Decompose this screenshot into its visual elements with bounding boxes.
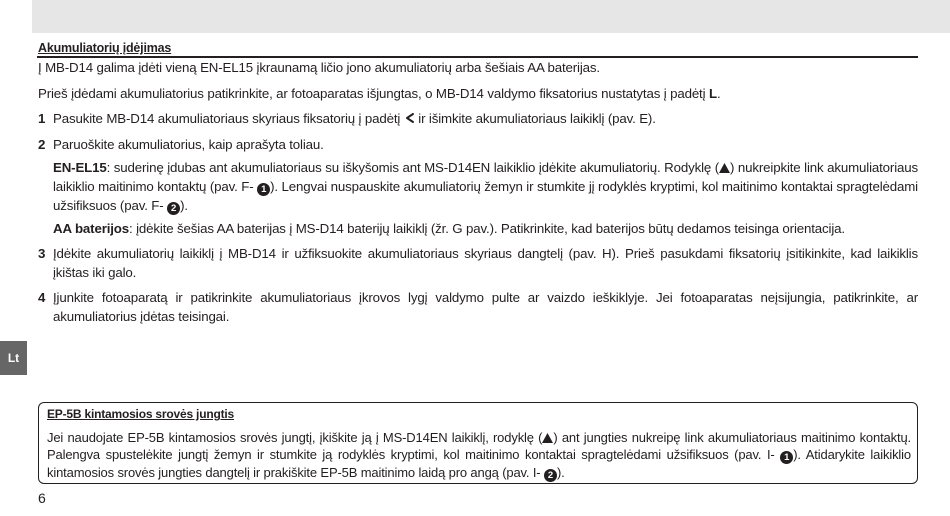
intro-paragraph-1: Į MB-D14 galima įdėti vieną EN-EL15 įkraunamą ličio jono akumuliatorių arba šešiais AA baterijas.	[38, 60, 600, 75]
note-box	[38, 402, 918, 484]
header-bar	[32, 0, 950, 33]
note-title: EP-5B kintamosios srovės jungtis	[47, 407, 234, 421]
step-number: 2	[38, 137, 46, 152]
marker-1: 1	[257, 183, 270, 196]
aa-instructions: AA baterijos: įdėkite šešias AA baterijas į MS-D14 baterijų laikiklį (žr. G pav.). Patikrinkite, kad baterijos būtų dedamos teisinga orientacija.	[53, 221, 845, 236]
step-number: 1	[38, 111, 46, 126]
arrow-up-icon	[542, 429, 553, 446]
step-number: 4	[38, 290, 46, 305]
en-el15-instructions: EN-EL15: suderinę įdubas ant akumuliatoriaus su iškyšomis ant MS-D14EN laikiklio įdėkite akumuliatorių. Rodyklę ( ) nukreipkite link akumuliatoriaus laikiklio maitinimo kontaktų (pav. F- 1 ). Lengvai nuspauskite akumuliatorių žemyn ir stumkite jį rodyklės kryptimi, kol maitinimo kontaktai spragtelėdami užsifiksuos (pav. F- 2 ).	[53, 160, 918, 214]
note-body: Jei naudojate EP-5B kintamosios srovės jungtį, įkiškite ją į MS-D14EN laikiklį, rodyklę ( ) ant jungties nukreipę link akumuliatoriaus maitinimo kontaktų. Palengva spustelėkite jungtį žemyn ir stumkite ją rodyklės kryptimi, kol maitinimo kontaktai spragtelėdami užsifiksuos (pav. I- 1 ). Atidarykite laikiklio kintamosios srovės jungties dangtelį ir prakiškite EP-5B maitinimo laidą pro angą (pav. I- 2 ).	[47, 430, 911, 481]
step-2: 2 Paruoškite akumuliatorius, kaip aprašyta toliau.	[38, 137, 324, 152]
section-title: Akumuliatorių įdėjimas	[38, 41, 172, 55]
step-1: 1 Pasukite MB-D14 akumuliatoriaus skyriaus fiksatorių į padėtį ir išimkite akumuliatoriaus laikiklį (pav. E).	[38, 111, 656, 126]
page-number: 6	[38, 490, 46, 506]
arrow-up-icon	[719, 158, 730, 177]
rotate-icon	[404, 109, 415, 128]
marker-2: 2	[167, 202, 180, 215]
intro-paragraph-2: Prieš įdėdami akumuliatorius patikrinkite, ar fotoaparatas išjungtas, o MB-D14 valdymo fiksatorius nustatytas į padėtį L.	[38, 86, 721, 101]
step-3: 3 Įdėkite akumuliatorių laikiklį į MB-D14 ir užfiksuokite akumuliatoriaus skyriaus dangtelį (pav. H). Prieš pasukdami fiksatorių įsitikinkite, kad laikiklis įkištas iki galo.	[38, 246, 918, 280]
language-tab: Lt	[0, 341, 27, 375]
marker-2: 2	[544, 469, 557, 482]
step-4: 4 Įjunkite fotoaparatą ir patikrinkite akumuliatoriaus įkrovos lygį valdymo pulte ar vaizdo ieškiklyje. Jei fotoaparatas neįsijungia, patikrinkite, ar akumuliatorius įdėtas teisingai.	[38, 290, 918, 324]
marker-1: 1	[780, 451, 793, 464]
step-number: 3	[38, 246, 46, 261]
